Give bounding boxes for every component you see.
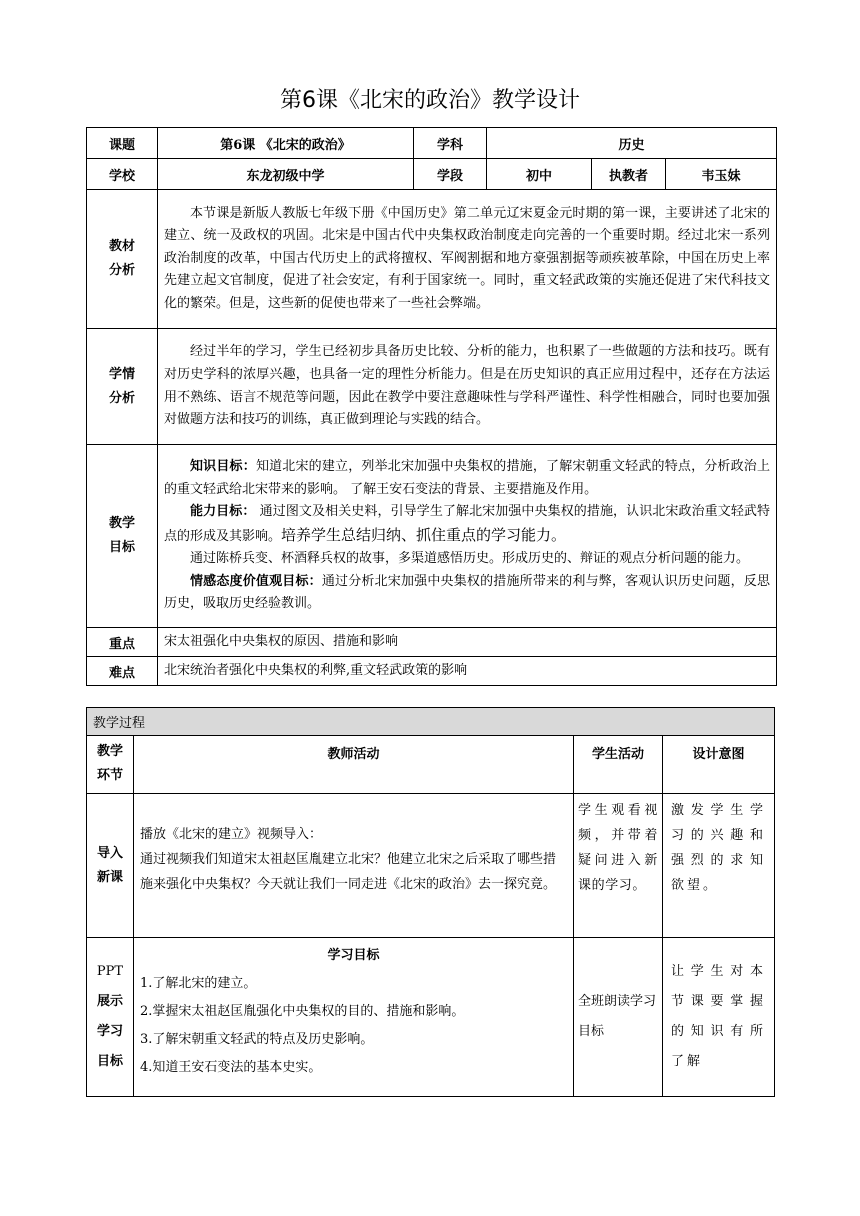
intro-design-intent: 激发学生学习的兴趣和强烈的求知欲望。 [663, 794, 775, 938]
ppt-student-activity: 全班朗读学习目标 [574, 938, 663, 1097]
teacher-label: 执教者 [592, 159, 666, 190]
stage-value: 初中 [487, 159, 592, 190]
course-label: 课题 [87, 128, 158, 159]
knowledge-goal: 知识目标：知道北宋的建立，列举北宋加强中央集权的措施，了解宋朝重文轻武的特点，分析政治上的重文轻武给北宋带来的影响。 了解王安石变法的背景、主要措施及作用。 [164, 458, 770, 497]
stage-label: 学段 [414, 159, 487, 190]
material-analysis-text: 本节课是新版人教版七年级下册《中国历史》第二单元辽宋夏金元时期的第一课，主要讲述了北宋的建立、统一及政权的巩固。北宋是中国古代中央集权政治制度走向完善的一个重要时期。经过北宋一系列政治制度的改革，中国古代历史上的武将擅权、军阀割据和地方豪强割据等顽疾被革除，中国在历史上率先建立起文官制度，促进了社会安定，有利于国家统一。同时，重文轻武政策的实施还促进了宋代科技文化的繁荣。但是，这些新的促使也带来了一些社会弊端。 [158, 190, 777, 329]
student-analysis-label: 学情 分析 [87, 329, 158, 445]
ppt-stage: PPT 展示 学习 目标 [87, 938, 134, 1097]
key-point-label: 重点 [87, 628, 158, 657]
learning-goal-item: 1.了解北宋的建立。 [140, 976, 257, 991]
col-intent-header: 设计意图 [663, 736, 775, 794]
teaching-goals-label: 教学 目标 [87, 445, 158, 628]
page-title: 第6课《北宋的政治》教学设计 [280, 88, 580, 113]
teacher-value: 韦玉妹 [666, 159, 777, 190]
subject-value: 历史 [487, 128, 777, 159]
intro-student-activity: 学生观看视频，并带着疑问进入新课的学习。 [574, 794, 663, 938]
intro-stage: 导入 新课 [87, 794, 134, 938]
difficulty-text: 北宋统治者强化中央集权的利弊,重文轻武政策的影响 [158, 657, 777, 686]
school-value: 东龙初级中学 [158, 159, 414, 190]
school-label: 学校 [87, 159, 158, 190]
learning-goal-item: 4.知道王安石变法的基本史实。 [140, 1060, 322, 1075]
teaching-goals-text [158, 445, 777, 628]
ppt-teacher-activity [134, 938, 574, 1097]
material-analysis-label: 教材 分析 [87, 190, 158, 329]
col-stage-header: 教学 环节 [87, 736, 134, 794]
learning-goal-item: 3.了解宋朝重文轻武的特点及历史影响。 [140, 1032, 374, 1047]
lesson-info-table [86, 127, 777, 686]
learning-goals-title: 学习目标 [327, 948, 380, 963]
col-student-header: 学生活动 [574, 736, 663, 794]
key-point-text: 宋太祖强化中央集权的原因、措施和影响 [158, 628, 777, 657]
story-goal: 通过陈桥兵变、杯酒释兵权的故事，多渠道感悟历史。形成历史的、辩证的观点分析问题的能力。 [190, 551, 750, 567]
intro-teacher-activity: 播放《北宋的建立》视频导入： 通过视频我们知道宋太祖赵匡胤建立北宋？他建立北宋之后采取了哪些措施来强化中央集权？今天就让我们一同走进《北宋的政治》去一探究竟。 [134, 794, 574, 938]
student-analysis-text: 经过半年的学习，学生已经初步具备历史比较、分析的能力，也积累了一些做题的方法和技巧。既有对历史学科的浓厚兴趣，也具备一定的理性分析能力。但是在历史知识的真正应用过程中，还存在方法运用不熟练、语言不规范等问题，因此在教学中要注意趣味性与学科严谨性、科学性相融合，同时也要加强对做题方法和技巧的训练，真正做到理论与实践的结合。 [158, 329, 777, 445]
col-teacher-header: 教师活动 [134, 736, 574, 794]
process-header: 教学过程 [87, 708, 775, 736]
subject-label: 学科 [414, 128, 487, 159]
teaching-process-table [86, 707, 775, 1097]
emotion-goal: 情感态度价值观目标：通过分析北宋加强中央集权的措施所带来的利与弊，客观认识历史问题，反思历史，吸取历史经验教训。 [164, 573, 770, 612]
ability-goal: 能力目标： 通过图文及相关史料，引导学生了解北宋加强中央集权的措施，认识北宋政治重文轻武特点的形成及其影响。培养学生总结归纳、抓住重点的学习能力。 [164, 504, 771, 544]
course-value: 第6课 《北宋的政治》 [158, 128, 414, 159]
learning-goal-item: 2.掌握宋太祖赵匡胤强化中央集权的目的、措施和影响。 [140, 1004, 465, 1019]
difficulty-label: 难点 [87, 657, 158, 686]
ppt-design-intent: 让学生对本节课要掌握的知识有所了解 [663, 938, 775, 1097]
